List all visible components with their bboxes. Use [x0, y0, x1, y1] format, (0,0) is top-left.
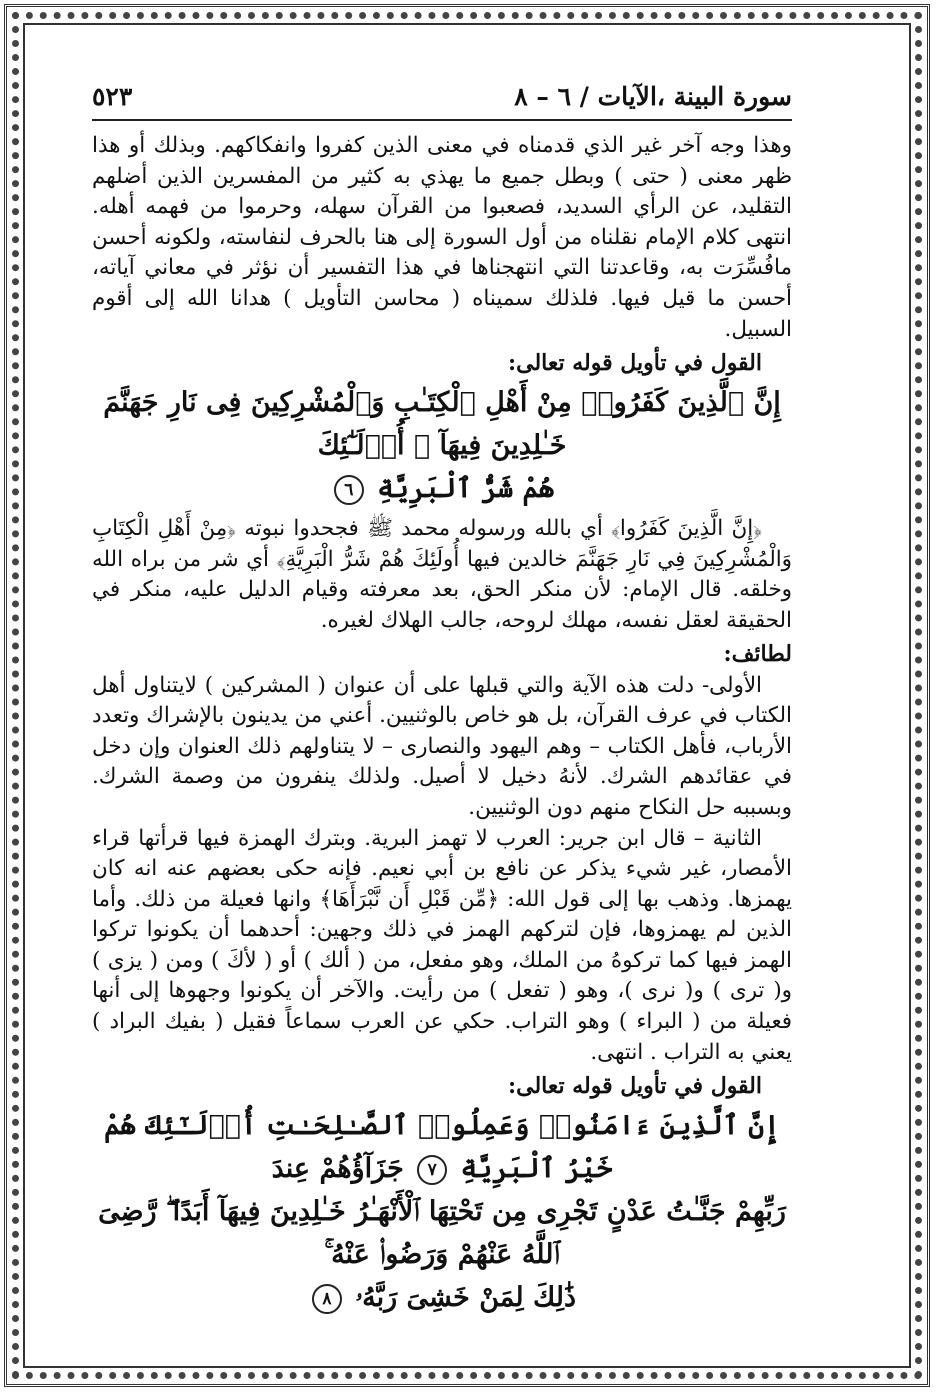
verse-number-7: ٧ [417, 1155, 447, 1185]
lataif-second: الثانية – قال ابن جرير: العرب لا تهمز البرية. وبترك الهمزة فيها قرأتها قراء الأمصار، غير شيء يذكر عن نافع بن أبي نعيم. فإنه حكى بعضهم عنه انه كان يهمزها. وذهب بها إلى قول الله: ﴿مِّن قَبْلِ أَن نَّبْرَأَهَا﴾ وانها فعيلة من ذلك. وأما الذين لم يهمزوها، فإن لتركهم الهمز في ذلك وجهين: أحدهما أن يكونوا تركوا الهمز فيها كما تركوهُ من الملك، وهو مفعل، من ( ألك ) أو ( لأكَ ) ومن ( يزى ) و( ترى ) و( نرى )، وهو ( تفعل ) من رأيت. والآخر أن يكونوا وجهوها إلى أنها فعيلة من ( البراء ) وهو التراب. حكي عن العرب سماعاً فقيل ( بفيك البراد ) يعني به التراب . انتهى. [92, 825, 792, 1065]
verse-number-8: ٨ [312, 1284, 342, 1314]
verse-6-line-1: إِنَّ ٱلَّذِينَ كَفَرُوا۟ مِنْ أَهْلِ ٱلْكِتَـٰبِ وَٱلْمُشْرِكِينَ فِى نَارِ جَهَنَّمَ خَـٰلِدِينَ فِيهَآ ۚ أُو۟لَـٰٓئِكَ [103, 387, 781, 462]
commentary-paragraph: ﴿إِنَّ الَّذِينَ كَفَرُوا﴾ أي بالله ورسوله محمد ﷺ فجحدوا نبوته ﴿مِنْ أَهْلِ الْكِتَابِ وَالْمُشْرِكِينَ فِي نَارِ جَهَنَّمَ خالدين فيها أُولَئِكَ هُمْ شَرُّ الْبَرِيَّةِ﴾ أي شر من براه الله وخلقه. قال الإمام: لأن منكر الحق، بعد معرفته وقيام الدليل عليه، منكر في الحقيقة لعقل نفسه، مهلك لروحه، جالب الهلاك لغيره. [92, 516, 792, 633]
verse-6-line-2-text: هُمْ شَرُّ ٱلْبَرِيَّةِ [377, 473, 555, 505]
section-heading-2: القول في تأويل قوله تعالى: [508, 1073, 762, 1100]
verse-7-line-1 [92, 1104, 792, 1190]
verse-8-start: جَزَآؤُهُمْ عِندَ [271, 1153, 404, 1185]
page-content [92, 82, 792, 1347]
quran-verse-6 [92, 381, 792, 510]
page-header [92, 82, 792, 121]
verse-6-line-2 [92, 467, 792, 510]
intro-paragraph: وهذا وجه آخر غير الذي قدمناه في معنى الذين كفروا وانفكاكهم. وبذلك أو هذا ظهر معنى ( حتى ) وبطل جميع ما يهذي به كثير من المفسرين الذين أضلهم التقليد، عن الرأي السديد، فصعبوا من القرآن سهله، وحرموا من فهمه أهله. انتهى كلام الإمام نقلناه من أول السورة إلى هنا بالحرف لنفاسته، ولكونه أحسن مافُسِّرَت به، وقاعدتنا التي انتهجناها في هذا التفسير أن نؤثر في معاني آياته، أحسن ما قيل فيها. فلذلك سميناه ( محاسن التأويل ) هدانا الله إلى أقوم السبيل. [92, 133, 792, 342]
quran-verse-7-8 [92, 1104, 792, 1319]
section-heading-1: القول في تأويل قوله تعالى: [508, 350, 762, 377]
verse-8-line-3 [92, 1276, 792, 1319]
verse-number-6: ٦ [334, 475, 364, 505]
page-number: ٥٢٣ [92, 82, 133, 111]
verse-7-text: إِنَّ ٱلَّذِينَ ءَامَنُوا۟ وَعَمِلُوا۟ ٱلصَّـٰلِحَـٰتِ أُو۟لَـٰٓئِكَ هُمْ خَيْرُ ٱلْبَرِيَّةِ [104, 1110, 780, 1185]
lataif-first: الأولى- دلت هذه الآية والتي قبلها على أن عنوان ( المشركين ) لايتناول أهل الكتاب في عرف القرآن، بل هو خاص بالوثنيين. أعني من يدينون بالإشراك وتعدد الأرباب، فأهل الكتاب – وهم اليهود والنصارى – لا يتناولهم ذلك العنوان وإن دخل في عقائدهم الشرك. لأنهُ دخيل لا أصيل. ولذلك ينفرون من وصمة الشرك. وبسببه حل النكاح منهم دون الوثنيين. [92, 672, 792, 820]
lataif-heading: لطائف: [723, 640, 792, 667]
verse-8-line-2: رَبِّهِمْ جَنَّـٰتُ عَدْنٍ تَجْرِى مِن تَحْتِهَا ٱلْأَنْهَـٰرُ خَـٰلِدِينَ فِيهَآ أَبَدًا ۖ رَّضِىَ ٱللَّهُ عَنْهُمْ وَرَضُوا۟ عَنْهُ ۚ [98, 1196, 786, 1271]
surah-title: سورة البينة ،الآيات / ٦ – ٨ [514, 82, 792, 111]
verse-8-end: ذَٰلِكَ لِمَنْ خَشِىَ رَبَّهُۥ [355, 1282, 577, 1314]
